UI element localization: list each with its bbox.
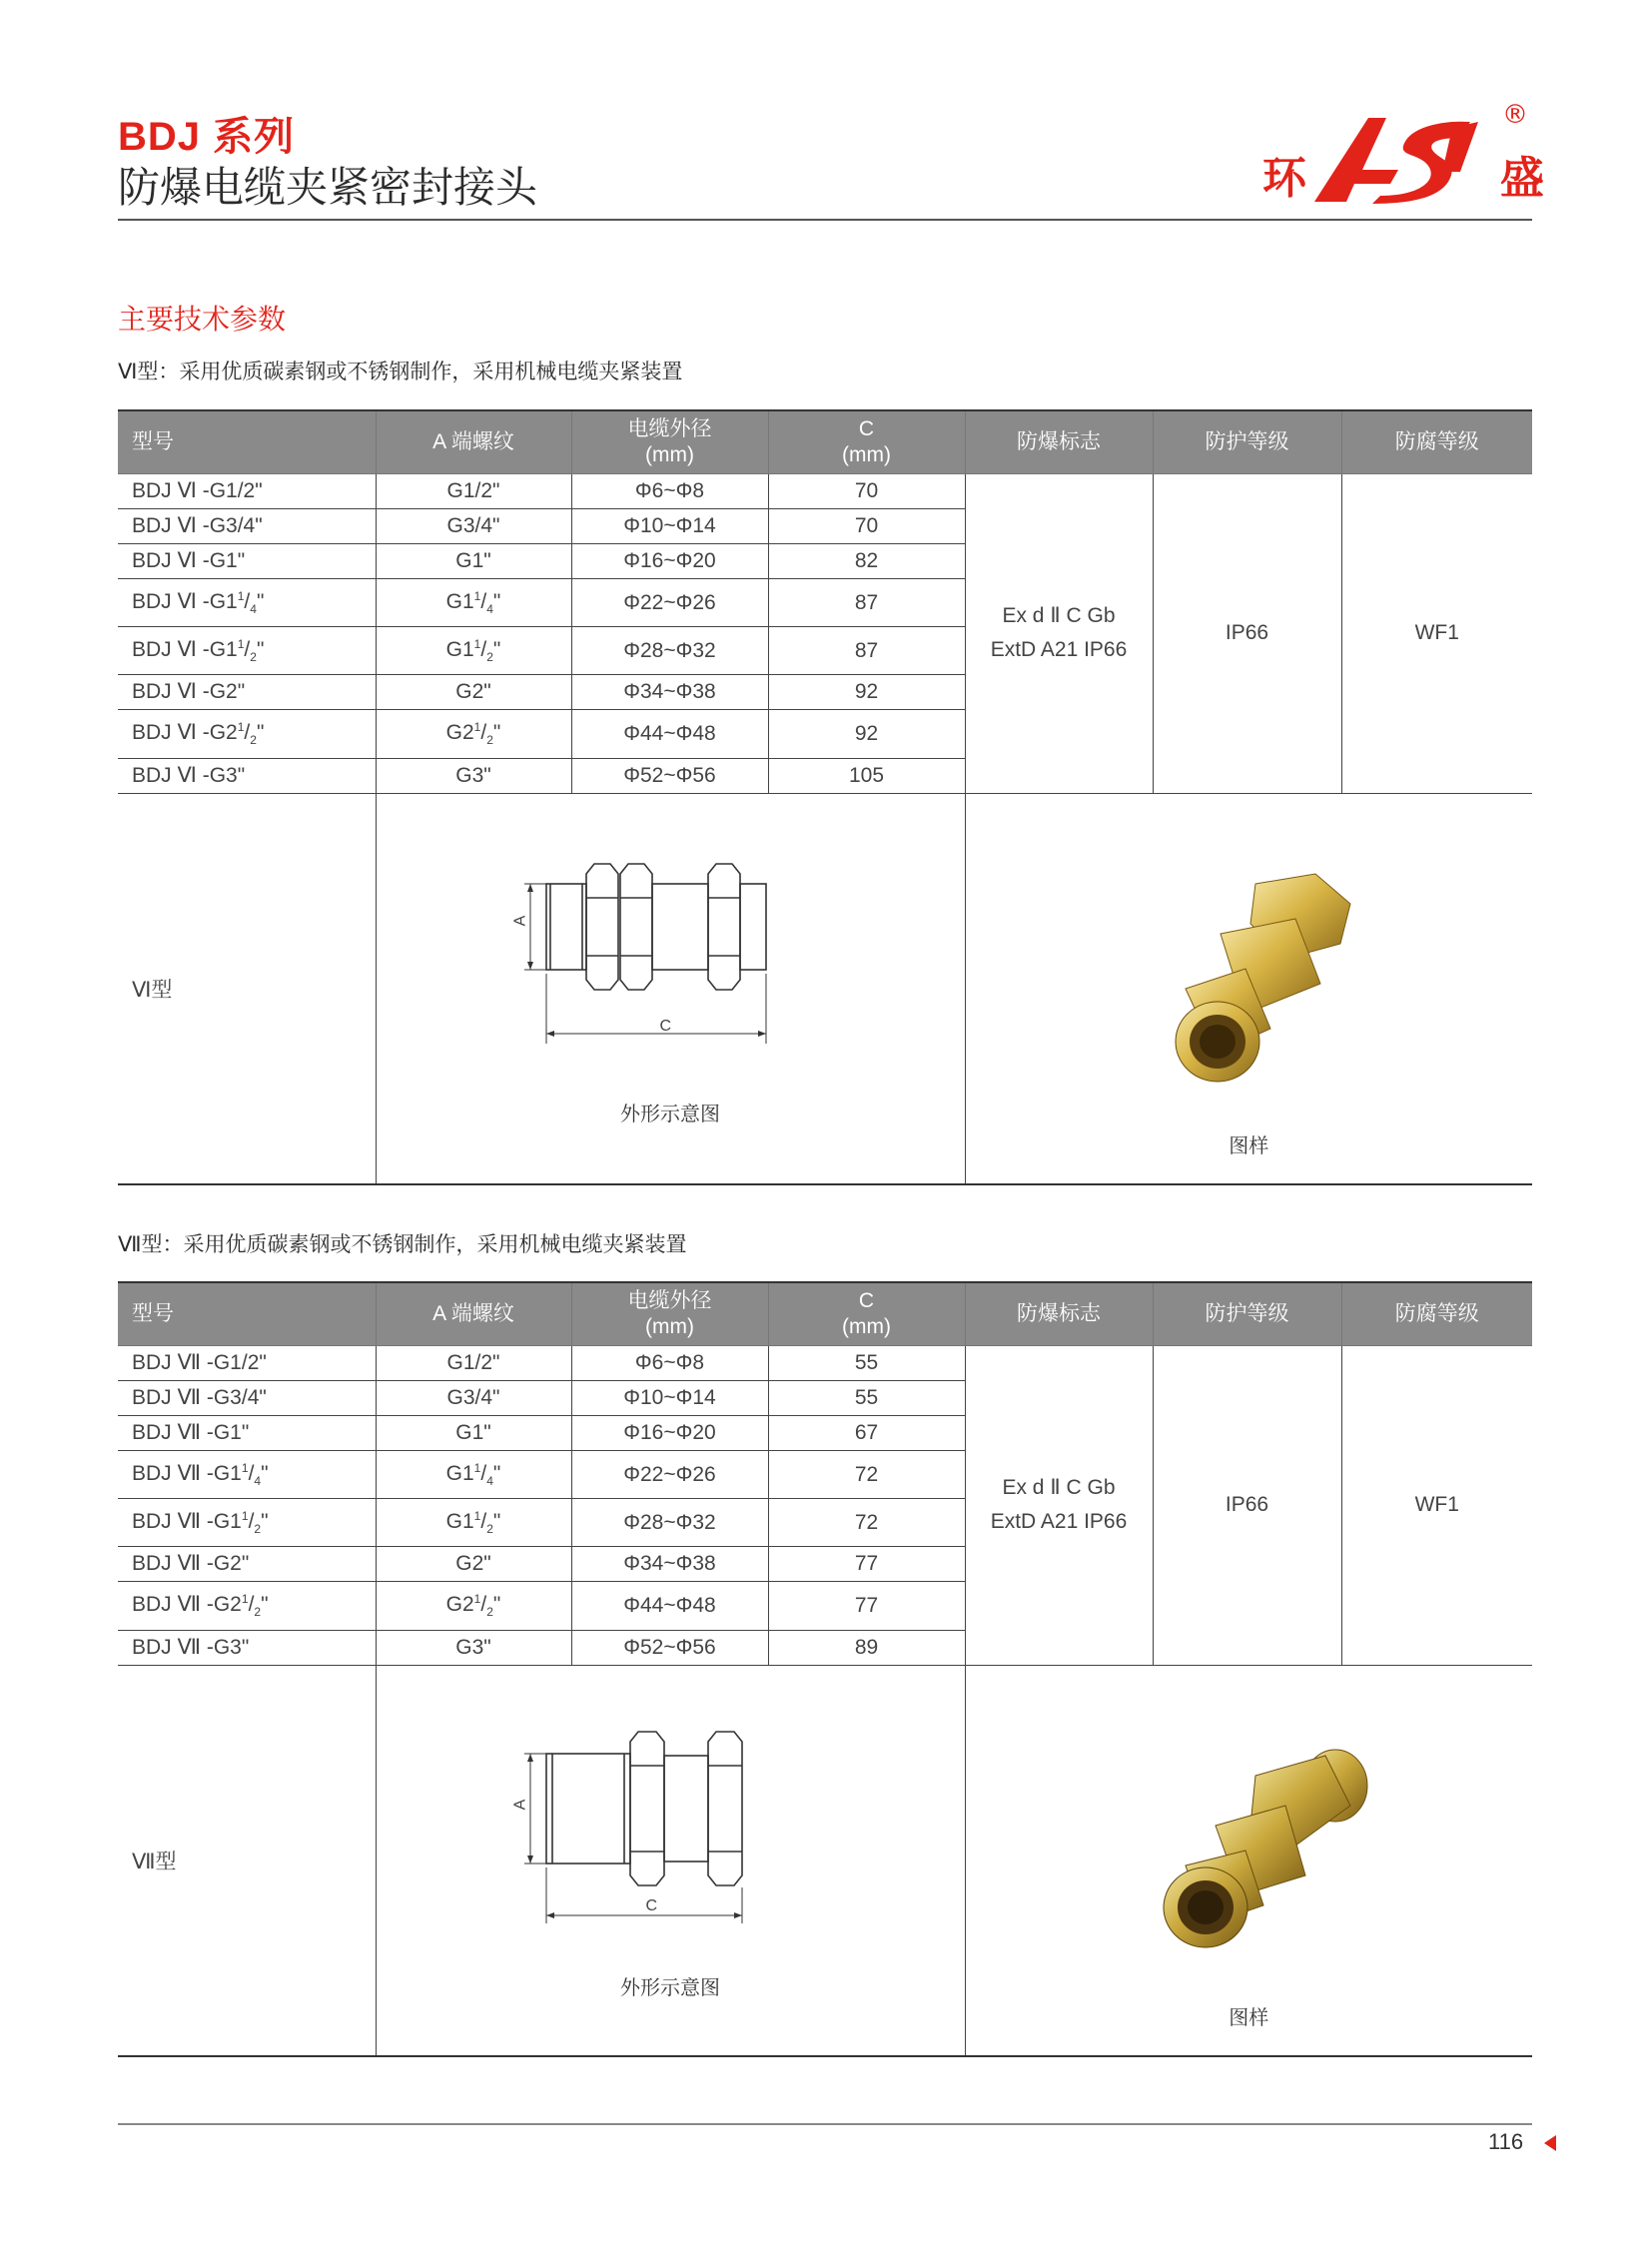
model-text: BDJ Ⅶ -G3"	[132, 1635, 250, 1659]
cell-c: 89	[768, 1630, 965, 1665]
cell-c: 55	[768, 1346, 965, 1381]
cell-model	[118, 544, 376, 579]
cell-cable: Φ22~Φ26	[571, 579, 768, 627]
thread-text: G1	[445, 638, 474, 662]
col-header-cable-unit: (mm)	[645, 443, 694, 466]
outline-drawing-icon	[496, 854, 796, 1054]
fraction-den: 4	[486, 1474, 493, 1489]
cell-c: 72	[768, 1499, 965, 1547]
thread-text: G1/2"	[446, 479, 500, 502]
cell-c: 92	[768, 710, 965, 758]
cell-model	[118, 1381, 376, 1416]
inch-mark: "	[492, 721, 501, 745]
cell-thread	[376, 474, 571, 509]
fraction-num: 1	[237, 720, 245, 735]
cell-thread	[376, 675, 571, 710]
product-photo-icon	[1146, 864, 1385, 1104]
col-header-c	[768, 1282, 965, 1346]
figure-row	[118, 1665, 1532, 2056]
cell-cable: Φ6~Φ8	[571, 1346, 768, 1381]
thread-text: G3/4"	[446, 514, 500, 537]
photo-caption: 图样	[1229, 1134, 1269, 1157]
col-header-cable	[571, 1282, 768, 1346]
thread-text: G1	[445, 1510, 474, 1534]
thread-text: G1"	[455, 549, 491, 572]
cell-cable: Φ10~Φ14	[571, 509, 768, 544]
drawing-caption: 外形示意图	[620, 1976, 720, 1999]
logo-mark-icon	[1310, 100, 1500, 210]
outline-drawing-cell	[376, 1665, 965, 2056]
cell-c: 82	[768, 544, 965, 579]
cell-model	[118, 1630, 376, 1665]
fraction-num: 1	[473, 637, 481, 652]
dimension-a-label: A	[510, 915, 528, 926]
cell-cable: Φ44~Φ48	[571, 710, 768, 758]
thread-text: G2"	[455, 680, 491, 704]
cell-thread	[376, 544, 571, 579]
page-number: 116	[1488, 2129, 1524, 2154]
cell-c: 72	[768, 1451, 965, 1499]
thread-text: G3"	[455, 763, 491, 787]
cell-cable: Φ10~Φ14	[571, 1381, 768, 1416]
cell-model	[118, 1346, 376, 1381]
col-header-cable-unit: (mm)	[645, 1315, 694, 1338]
section-title: 主要技术参数	[118, 304, 287, 335]
fraction-den: 2	[486, 733, 493, 748]
cell-cable: Φ22~Φ26	[571, 1451, 768, 1499]
cell-thread	[376, 1547, 571, 1582]
fraction-num: 1	[473, 1509, 481, 1524]
cell-cable: Φ28~Φ32	[571, 1499, 768, 1547]
col-header-model: 型号	[118, 410, 376, 474]
cell-c: 105	[768, 758, 965, 793]
model-text: BDJ Ⅵ -G1	[132, 638, 238, 662]
col-header-ex: 防爆标志	[965, 1282, 1153, 1346]
thread-text: G1"	[455, 1421, 491, 1444]
cell-c: 87	[768, 579, 965, 627]
cell-thread	[376, 1630, 571, 1665]
col-header-cable-label: 电缆外径	[627, 1289, 712, 1312]
fraction-num: 1	[473, 1461, 481, 1475]
inch-mark: "	[492, 590, 501, 613]
spec-table	[118, 409, 1532, 1185]
inch-mark: "	[261, 1593, 269, 1617]
cell-cable: Φ16~Φ20	[571, 544, 768, 579]
cell-model: BDJ Ⅶ $-G2^1/_2$"	[118, 1582, 376, 1630]
cell-cable: Φ52~Φ56	[571, 758, 768, 793]
fraction-den: 2	[486, 650, 493, 665]
cell-c: 92	[768, 675, 965, 710]
cell-thread	[376, 1381, 571, 1416]
cell-model	[118, 758, 376, 793]
cell-thread	[376, 1416, 571, 1451]
cell-cable: Φ6~Φ8	[571, 474, 768, 509]
cell-anticorrosion: WF1	[1341, 474, 1532, 794]
cell-ex-mark	[965, 474, 1153, 794]
thread-text: G3"	[455, 1635, 491, 1659]
product-photo-cell	[965, 1665, 1532, 2056]
fraction-num: 1	[241, 1461, 249, 1475]
model-text: BDJ Ⅶ -G1	[132, 1510, 242, 1534]
inch-mark: "	[492, 638, 501, 662]
type-label: Ⅵ型	[118, 793, 376, 1184]
dimension-a-label: A	[510, 1799, 528, 1810]
figure-row	[118, 793, 1532, 1184]
fraction-den: 2	[250, 650, 257, 665]
inch-mark: "	[256, 590, 265, 613]
cell-model	[118, 675, 376, 710]
logo-char-right: 盛	[1500, 153, 1544, 204]
photo-caption: 图样	[1229, 2006, 1269, 2029]
col-header-cable-label: 电缆外径	[627, 417, 712, 440]
ex-mark-line1: Ex d Ⅱ C Gb	[1002, 604, 1116, 628]
inch-mark: "	[492, 1462, 501, 1485]
fraction-den: 2	[486, 1522, 493, 1537]
product-photo-icon	[1146, 1736, 1385, 1975]
page-arrow-icon	[1544, 2135, 1556, 2151]
series-title: BDJ 系列	[118, 115, 296, 159]
thread-text: G1/2"	[446, 1351, 500, 1374]
cell-thread: $G2^1/_2$"	[376, 1582, 571, 1630]
inch-mark: "	[256, 638, 265, 662]
inch-mark: "	[261, 1510, 269, 1534]
model-text: BDJ Ⅵ -G3/4"	[132, 514, 263, 537]
cell-c: 67	[768, 1416, 965, 1451]
cell-c: 87	[768, 627, 965, 675]
fraction-den: 4	[486, 602, 493, 617]
registered-mark: ®	[1502, 100, 1528, 130]
fraction-num: 1	[473, 720, 481, 735]
col-header-model: 型号	[118, 1282, 376, 1346]
cell-model: BDJ Ⅵ $-G1^1/_2$"	[118, 627, 376, 675]
model-text: BDJ Ⅵ -G1"	[132, 549, 246, 572]
col-header-anticorrosion: 防腐等级	[1341, 410, 1532, 474]
cell-thread: $G1^1/_2$"	[376, 627, 571, 675]
thread-text: G3/4"	[446, 1386, 500, 1409]
inch-mark: "	[261, 1462, 269, 1485]
model-text: BDJ Ⅵ -G1/2"	[132, 479, 263, 502]
spec-table	[118, 1281, 1532, 2057]
ex-mark-line1: Ex d Ⅱ C Gb	[1002, 1476, 1116, 1500]
cell-protection: IP66	[1153, 1346, 1341, 1666]
table-row	[118, 1346, 1532, 1381]
thread-text: G1	[445, 590, 474, 613]
col-header-c	[768, 410, 965, 474]
model-text: BDJ Ⅵ -G3"	[132, 763, 246, 787]
fraction-den: 4	[254, 1474, 262, 1489]
col-header-c-label: C	[858, 1289, 875, 1312]
col-header-ex: 防爆标志	[965, 410, 1153, 474]
model-text: BDJ Ⅶ -G2	[132, 1593, 242, 1617]
cell-model: BDJ Ⅵ $-G2^1/_2$"	[118, 710, 376, 758]
cell-thread: $G1^1/_4$"	[376, 1451, 571, 1499]
cell-ex-mark	[965, 1346, 1153, 1666]
fraction-den: 2	[254, 1522, 262, 1537]
cell-c: 77	[768, 1582, 965, 1630]
fraction-num: 1	[241, 1509, 249, 1524]
fraction-den: 2	[486, 1605, 493, 1620]
cell-thread	[376, 758, 571, 793]
col-header-protection: 防护等级	[1153, 410, 1341, 474]
cell-c: 70	[768, 509, 965, 544]
dimension-c-label: C	[645, 1896, 658, 1914]
inch-mark: "	[492, 1593, 501, 1617]
fraction-num: 1	[237, 589, 245, 603]
model-text: BDJ Ⅶ -G2"	[132, 1552, 250, 1576]
outline-drawing-cell	[376, 793, 965, 1184]
thread-text: G1	[445, 1462, 474, 1485]
logo-char-left: 环	[1262, 153, 1306, 204]
col-header-c-label: C	[858, 417, 875, 440]
cell-thread: $G1^1/_4$"	[376, 579, 571, 627]
table-header-row	[118, 410, 1532, 474]
table-row	[118, 474, 1532, 509]
cell-model: BDJ Ⅶ $-G1^1/_4$"	[118, 1451, 376, 1499]
inch-mark: "	[256, 721, 265, 745]
fraction-num: 1	[241, 1592, 249, 1607]
cell-anticorrosion: WF1	[1341, 1346, 1532, 1666]
type-description: Ⅶ型：采用优质碳素钢或不锈钢制作，采用机械电缆夹紧装置	[118, 1233, 687, 1256]
ex-mark-line2: ExtD A21 IP66	[990, 1510, 1128, 1534]
cell-cable: Φ34~Φ38	[571, 1547, 768, 1582]
col-header-c-unit: (mm)	[842, 1315, 891, 1338]
ex-mark-line2: ExtD A21 IP66	[990, 638, 1128, 662]
type-label: Ⅶ型	[118, 1665, 376, 2056]
cell-cable: Φ16~Φ20	[571, 1416, 768, 1451]
cell-model: BDJ Ⅵ $-G1^1/_4$"	[118, 579, 376, 627]
footer-divider	[118, 2123, 1532, 2125]
outline-drawing-icon	[496, 1726, 796, 1925]
col-header-thread: A 端螺纹	[376, 1282, 571, 1346]
col-header-c-unit: (mm)	[842, 443, 891, 466]
col-header-anticorrosion: 防腐等级	[1341, 1282, 1532, 1346]
fraction-den: 2	[250, 733, 257, 748]
fraction-num: 1	[473, 589, 481, 603]
model-text: BDJ Ⅵ -G2"	[132, 680, 246, 704]
cell-thread	[376, 509, 571, 544]
header-divider	[118, 219, 1532, 221]
cell-c: 55	[768, 1381, 965, 1416]
cell-model	[118, 509, 376, 544]
cell-thread	[376, 1346, 571, 1381]
inch-mark: "	[492, 1510, 501, 1534]
thread-text: G2	[445, 721, 474, 745]
page-title: 防爆电缆夹紧密封接头	[118, 164, 538, 211]
cell-model: BDJ Ⅶ $-G1^1/_2$"	[118, 1499, 376, 1547]
model-text: BDJ Ⅵ -G2	[132, 721, 238, 745]
thread-text: G2"	[455, 1552, 491, 1576]
cell-c: 70	[768, 474, 965, 509]
type-description: Ⅵ型：采用优质碳素钢或不锈钢制作，采用机械电缆夹紧装置	[118, 361, 683, 383]
table-header-row	[118, 1282, 1532, 1346]
cell-cable: Φ28~Φ32	[571, 627, 768, 675]
cell-c: 77	[768, 1547, 965, 1582]
cell-protection: IP66	[1153, 474, 1341, 794]
product-photo-cell	[965, 793, 1532, 1184]
model-text: BDJ Ⅶ -G3/4"	[132, 1386, 267, 1409]
cell-model	[118, 1416, 376, 1451]
col-header-cable	[571, 410, 768, 474]
fraction-den: 4	[250, 602, 257, 617]
fraction-num: 1	[237, 637, 245, 652]
fraction-den: 2	[254, 1605, 262, 1620]
model-text: BDJ Ⅶ -G1	[132, 1462, 242, 1485]
cell-model	[118, 474, 376, 509]
model-text: BDJ Ⅶ -G1/2"	[132, 1351, 267, 1374]
col-header-thread: A 端螺纹	[376, 410, 571, 474]
cell-cable: Φ34~Φ38	[571, 675, 768, 710]
model-text: BDJ Ⅶ -G1"	[132, 1421, 250, 1444]
model-text: BDJ Ⅵ -G1	[132, 590, 238, 613]
cell-thread: $G1^1/_2$"	[376, 1499, 571, 1547]
drawing-caption: 外形示意图	[620, 1103, 720, 1125]
dimension-c-label: C	[659, 1017, 672, 1035]
col-header-protection: 防护等级	[1153, 1282, 1341, 1346]
cell-model	[118, 1547, 376, 1582]
cell-cable: Φ44~Φ48	[571, 1582, 768, 1630]
cell-cable: Φ52~Φ56	[571, 1630, 768, 1665]
thread-text: G2	[445, 1593, 474, 1617]
cell-thread: $G2^1/_2$"	[376, 710, 571, 758]
fraction-num: 1	[473, 1592, 481, 1607]
brand-logo	[1262, 100, 1542, 210]
